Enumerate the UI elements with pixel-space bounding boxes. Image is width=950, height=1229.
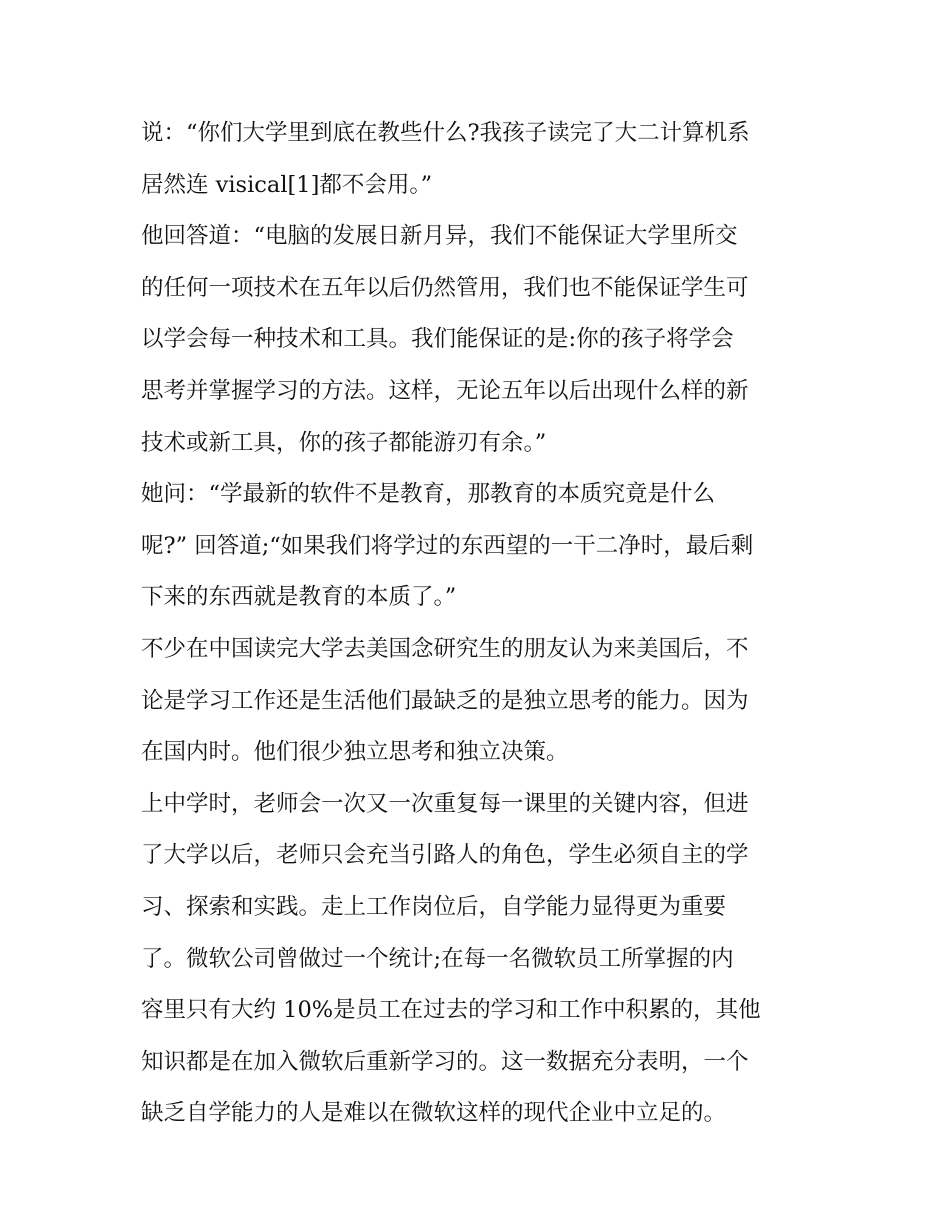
text-line: 缺乏自学能力的人是难以在微软这样的现代企业中立足的。 [141, 1100, 727, 1127]
text-line: 说：“你们大学里到底在教些什么?我孩子读完了大二计算机系 [141, 120, 750, 146]
text-line: 她问：“学最新的软件不是教育，那教育的本质究竟是什么 [141, 481, 716, 508]
text-line: 技术或新工具，你的孩子都能游刃有余。” [141, 429, 547, 456]
text-line: 以学会每一种技术和工具。我们能保证的是:你的孩子将学会 [141, 326, 734, 353]
text-line: 居然连 visical[1]都不会用。” [141, 171, 433, 198]
text-line: 的任何一项技术在五年以后仍然管用，我们也不能保证学生可 [141, 274, 749, 301]
text-line: 下来的东西就是教育的本质了。” [141, 584, 457, 611]
text-line: 呢?” 回答道;“如果我们将学过的东西望的一干二净时，最后剩 [141, 532, 754, 559]
document-body [141, 108, 821, 1140]
text-line: 习、探索和实践。走上工作岗位后，自学能力显得更为重要 [141, 893, 727, 920]
text-line: 了。微软公司曾做过一个统计;在每一名微软员工所掌握的内 [141, 945, 734, 972]
text-line: 上中学时，老师会一次又一次重复每一课里的关键内容，但进 [141, 790, 749, 817]
text-line: 思考并掌握学习的方法。这样，无论五年以后出现什么样的新 [141, 377, 749, 404]
text-line: 在国内时。他们很少独立思考和独立决策。 [141, 739, 569, 766]
text-line: 容里只有大约 10%是员工在过去的学习和工作中积累的，其他 [141, 997, 761, 1024]
text-line: 不少在中国读完大学去美国念研究生的朋友认为来美国后，不 [141, 635, 749, 662]
text-line: 了大学以后，老师只会充当引路人的角色，学生必须自主的学 [141, 842, 749, 869]
text-line: 论是学习工作还是生活他们最缺乏的是独立思考的能力。因为 [141, 687, 749, 714]
text-line: 他回答道：“电脑的发展日新月异，我们不能保证大学里所交 [141, 223, 738, 250]
text-line: 知识都是在加入微软后重新学习的。这一数据充分表明，一个 [141, 1048, 749, 1075]
